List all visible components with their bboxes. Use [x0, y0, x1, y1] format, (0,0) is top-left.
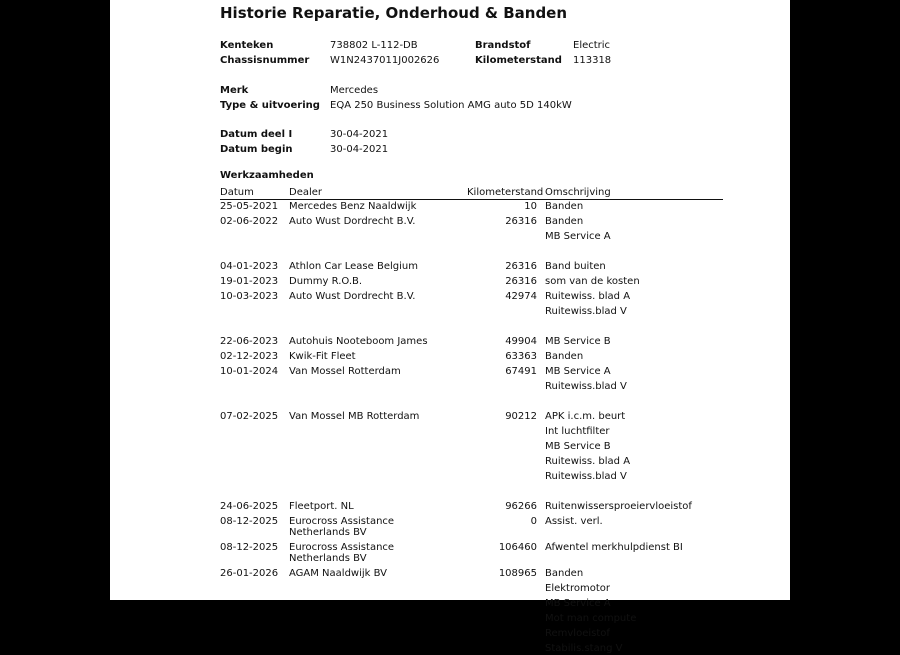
row-description: Ruitenwissersproeiervloeistof [545, 501, 692, 512]
column-header-dealer: Dealer [289, 187, 323, 198]
row-description: Banden [545, 201, 584, 212]
row-description: APK i.c.m. beurt [545, 411, 626, 422]
row-description: Ruitewiss.blad V [545, 471, 627, 482]
row-kilometerstand: 96266 [505, 501, 537, 512]
row-dealer: Eurocross Assistance Netherlands BV [289, 516, 395, 538]
row-description: Int luchtfilter [545, 426, 610, 437]
row-kilometerstand: 26316 [505, 261, 537, 272]
row-kilometerstand: 67491 [505, 366, 537, 377]
row-kilometerstand: 0 [530, 516, 537, 527]
datum-begin-value: 30-04-2021 [330, 144, 389, 155]
row-dealer: Autohuis Nooteboom James [289, 336, 428, 347]
row-dealer: Dummy R.O.B. [289, 276, 363, 287]
row-description: Ruitewiss. blad A [545, 456, 631, 467]
kenteken-label: Kenteken [220, 40, 274, 51]
row-dealer: AGAM Naaldwijk BV [289, 568, 388, 579]
row-dealer: Kwik-Fit Fleet [289, 351, 356, 362]
row-dealer: Auto Wust Dordrecht B.V. [289, 216, 416, 227]
kilometerstand-label: Kilometerstand [475, 55, 562, 66]
chassis-value: W1N2437011J002626 [330, 55, 440, 66]
row-description: Mot man compute [545, 613, 637, 624]
kilometerstand-value: 113318 [573, 55, 612, 66]
row-dealer: Athlon Car Lease Belgium [289, 261, 418, 272]
row-description: Stabilis.stang V [545, 643, 623, 654]
row-dealer: Eurocross Assistance Netherlands BV [289, 542, 395, 564]
column-header-omschrijving: Omschrijving [545, 187, 611, 198]
row-description: som van de kosten [545, 276, 640, 287]
row-description: Remvloeistof [545, 628, 610, 639]
row-description: Assist. verl. [545, 516, 603, 527]
row-date: 07-02-2025 [220, 411, 279, 422]
row-kilometerstand: 26316 [505, 276, 537, 287]
row-date: 08-12-2025 [220, 542, 279, 553]
row-dealer: Van Mossel Rotterdam [289, 366, 401, 377]
row-dealer: Fleetport. NL [289, 501, 354, 512]
row-description: MB Service A [545, 231, 611, 242]
row-kilometerstand: 108965 [498, 568, 537, 579]
row-description: MB Service B [545, 336, 611, 347]
row-date: 02-06-2022 [220, 216, 279, 227]
row-description: Band buiten [545, 261, 606, 272]
column-header-kilometerstand: Kilometerstand [467, 187, 544, 198]
work-table [110, 0, 790, 654]
brandstof-value: Electric [573, 40, 611, 51]
row-description: Afwentel merkhulpdienst BI [545, 542, 683, 553]
row-kilometerstand: 26316 [505, 216, 537, 227]
row-description: Banden [545, 351, 584, 362]
row-kilometerstand: 63363 [505, 351, 537, 362]
column-header-datum: Datum [220, 187, 254, 198]
row-date: 04-01-2023 [220, 261, 279, 272]
row-date: 10-01-2024 [220, 366, 279, 377]
merk-value: Mercedes [330, 85, 379, 96]
row-description: Elektromotor [545, 583, 610, 594]
row-date: 19-01-2023 [220, 276, 279, 287]
row-description: Ruitewiss. blad A [545, 291, 631, 302]
datum-deel-label: Datum deel I [220, 129, 293, 140]
chassis-label: Chassisnummer [220, 55, 310, 66]
datum-deel-value: 30-04-2021 [330, 129, 389, 140]
document-page [110, 0, 790, 654]
type-label: Type & uitvoering [220, 100, 320, 111]
row-description: Ruitewiss.blad V [545, 306, 627, 317]
row-kilometerstand: 49904 [505, 336, 537, 347]
row-description: MB Service A [545, 598, 611, 609]
row-kilometerstand: 90212 [505, 411, 537, 422]
row-kilometerstand: 42974 [505, 291, 537, 302]
row-description: MB Service A [545, 366, 611, 377]
merk-label: Merk [220, 85, 249, 96]
datum-begin-label: Datum begin [220, 144, 293, 155]
row-dealer: Mercedes Benz Naaldwijk [289, 201, 417, 212]
row-description: Banden [545, 568, 584, 579]
row-description: Ruitewiss.blad V [545, 381, 627, 392]
row-kilometerstand: 10 [524, 201, 537, 212]
section-title: Werkzaamheden [220, 170, 314, 181]
page-title: Historie Reparatie, Onderhoud & Banden [220, 4, 568, 22]
brandstof-label: Brandstof [475, 40, 531, 51]
row-description: Banden [545, 216, 584, 227]
row-date: 02-12-2023 [220, 351, 279, 362]
row-date: 25-05-2021 [220, 201, 279, 212]
row-dealer: Van Mossel MB Rotterdam [289, 411, 420, 422]
row-date: 24-06-2025 [220, 501, 279, 512]
row-dealer: Auto Wust Dordrecht B.V. [289, 291, 416, 302]
row-date: 10-03-2023 [220, 291, 279, 302]
row-description: MB Service B [545, 441, 611, 452]
row-date: 26-01-2026 [220, 568, 279, 579]
row-date: 22-06-2023 [220, 336, 279, 347]
row-date: 08-12-2025 [220, 516, 279, 527]
kenteken-value: 738802 L-112-DB [330, 40, 418, 51]
row-kilometerstand: 106460 [498, 542, 537, 553]
type-value: EQA 250 Business Solution AMG auto 5D 140kW [330, 100, 572, 111]
